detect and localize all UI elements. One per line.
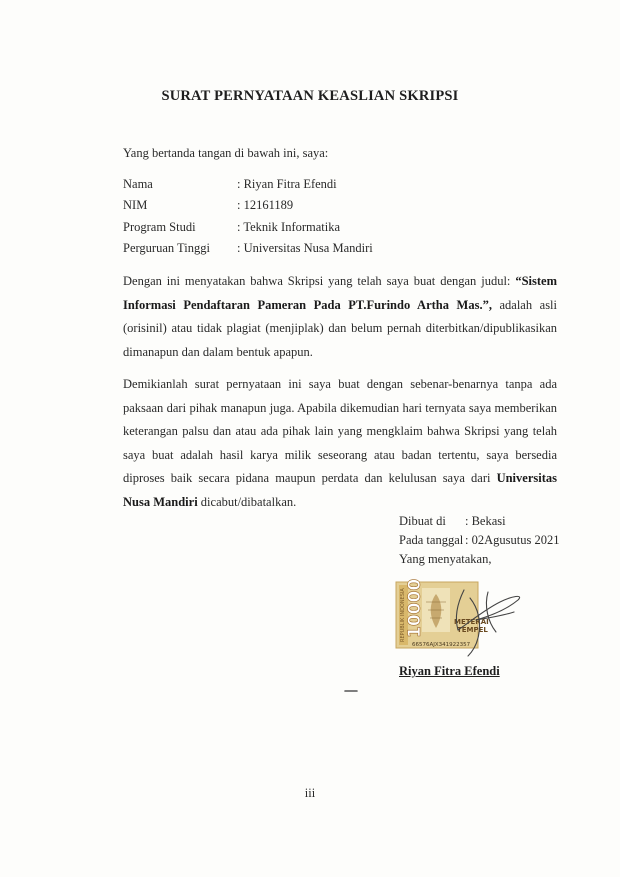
identity-value: : Universitas Nusa Mandiri	[237, 240, 373, 255]
paragraph-text: dicabut/dibatalkan.	[197, 494, 297, 509]
identity-value: : Teknik Informatika	[237, 219, 341, 234]
stamp-denomination: 10000	[405, 578, 425, 638]
identity-value: : 12161189	[237, 198, 294, 213]
identity-row-name	[123, 174, 373, 195]
document-title: SURAT PERNYATAAN KEASLIAN SKRIPSI	[161, 88, 459, 104]
identity-label: NIM	[123, 198, 148, 213]
intro-text: Yang bertanda tangan di bawah ini, saya:	[123, 146, 329, 160]
signature-block	[399, 512, 559, 569]
identity-row-program	[123, 217, 373, 238]
stamp-line-1: METERAI	[454, 618, 489, 626]
thesis-title: “Sistem Informasi Pendaftaran Pameran Pada PT.Furindo Artha Mas.”,	[123, 274, 557, 312]
svg-text:REPUBLIK INDONESIA: REPUBLIK INDONESIA	[400, 588, 406, 642]
date-row	[399, 531, 559, 550]
place-value: : Bekasi	[465, 514, 506, 528]
page-number: iii	[304, 786, 316, 800]
closing-paragraph	[123, 373, 557, 514]
date-label: Pada tanggal	[399, 533, 464, 547]
identity-value: : Riyan Fitra Efendi	[237, 177, 337, 191]
identity-table	[123, 174, 373, 259]
paragraph-text: adalah asli (orisinil) atau tidak plagiat (menjiplak) dan belum pernah diterbitkan/dipublikasikan dimanapun dan dalam bentuk apapun.	[123, 297, 558, 359]
stamp-line-2: TEMPEL	[457, 626, 488, 634]
date-value: : 02Agusutus 2021	[465, 533, 560, 547]
identity-label: Nama	[123, 177, 153, 191]
closing-text: Yang menyatakan,	[399, 552, 492, 566]
identity-row-nim	[123, 195, 373, 216]
stamp-serial: 66576AJX341922357	[412, 642, 471, 648]
stray-ink-mark	[344, 689, 358, 693]
revenue-stamp	[392, 572, 532, 672]
place-label: Dibuat di	[399, 514, 446, 528]
paragraph-text: Demikianlah surat pernyataan ini saya buat dengan sebenar-benarnya tanpa ada paksaan dari pihak manapun juga. Apabila dikemudian hari ternyata saya memberikan keterangan palsu dan atau ada pihak lain yang mengklaim bahwa Skripsi yang telah saya buat adalah hasil karya milik seseorang atau badan tertentu, saya bersedia diproses baik secara pidana maupun perdata dan kelulusan saya dari	[123, 377, 557, 485]
signer-name: Riyan Fitra Efendi	[399, 664, 500, 678]
identity-row-university	[123, 238, 373, 259]
identity-label: Program Studi	[123, 219, 196, 234]
university-name: Universitas Nusa Mandiri	[123, 471, 557, 509]
identity-label: Perguruan Tinggi	[123, 240, 210, 255]
place-row	[399, 512, 559, 531]
paragraph-text: Dengan ini menyatakan bahwa Skripsi yang telah saya buat dengan judul:	[123, 274, 516, 288]
declaration-paragraph	[123, 270, 557, 364]
